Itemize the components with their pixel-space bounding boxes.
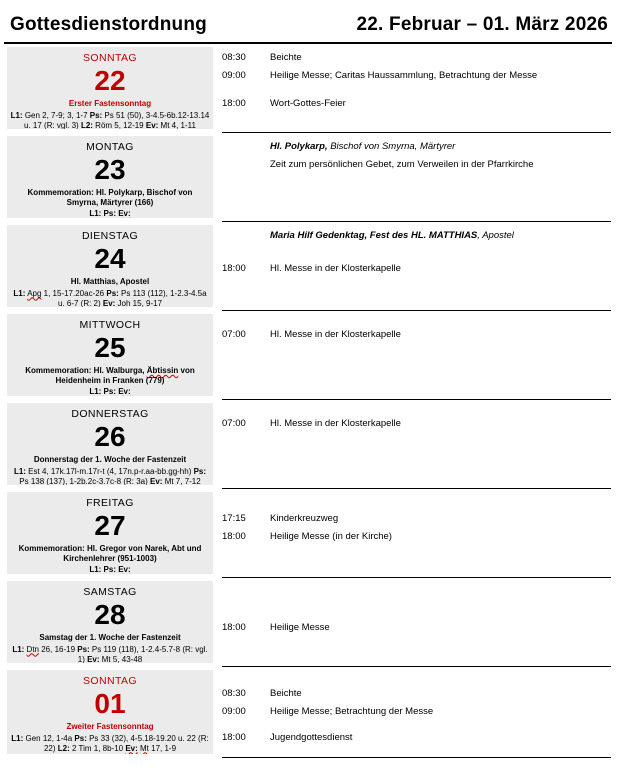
day-feast — [9, 544, 211, 563]
event-time: 09:00 — [222, 706, 246, 717]
text-token: Apg — [27, 288, 42, 298]
schedule-table — [0, 44, 618, 758]
text-token: Zweiter Fastensonntag — [66, 722, 154, 731]
event-text: Heilige Messe (in der Kirche) — [270, 531, 392, 542]
day-cell — [7, 136, 213, 218]
text-token: Ev: — [118, 387, 131, 396]
event-time: 18:00 — [222, 263, 246, 274]
day-number: 24 — [94, 243, 126, 274]
text-token: Hl. Polykarp, — [270, 141, 328, 152]
text-token: L1: — [10, 110, 23, 120]
event-row — [222, 703, 611, 721]
day-cell — [7, 314, 213, 396]
events-cell — [222, 133, 611, 222]
day-feast — [9, 366, 211, 385]
day-cell — [7, 581, 213, 663]
text-token: L1: — [11, 733, 24, 743]
event-row — [222, 67, 611, 85]
text-token: L1: — [13, 288, 26, 298]
feast-note — [270, 227, 611, 245]
text-token: Gen 2, 7-9; 3, 1-7 — [22, 110, 90, 120]
feast-note — [270, 138, 611, 156]
day-row — [0, 133, 618, 222]
day-number: 26 — [94, 421, 126, 452]
text-token: Mt — [160, 120, 170, 129]
day-cell — [7, 403, 213, 485]
event-text: Heilige Messe; Betrachtung der Messe — [270, 706, 434, 717]
event-time: 18:00 — [222, 531, 246, 542]
event-time: 18:00 — [222, 732, 246, 743]
text-token: 17, 1-9 — [148, 743, 177, 753]
day-number: 28 — [94, 599, 126, 630]
page-title: Gottesdienstordnung — [10, 14, 207, 35]
day-readings — [9, 645, 211, 664]
event-row — [222, 729, 611, 747]
text-token: von Heidenheim in Franken (779) — [55, 366, 195, 385]
text-token: Röm 5, 12-19 — [92, 120, 146, 129]
day-row — [0, 578, 618, 667]
text-token: Mt 5, 43-48 — [99, 654, 143, 663]
text-token: Dtn — [26, 644, 39, 654]
text-token: Ev: — [145, 120, 159, 129]
day-row — [0, 489, 618, 578]
text-token: Samstag der 1. Woche der Fastenzeit — [39, 633, 181, 642]
day-number: 25 — [94, 332, 126, 363]
day-name: DIENSTAG — [81, 230, 139, 242]
text-token: Kommemoration: Hl. Gregor von Narek, Abt und Kirchenlehrer (951-1003) — [18, 544, 202, 563]
text-token: Mt — [164, 476, 174, 485]
text-token: 1, 15-17.20ac-26 — [41, 288, 107, 298]
event-time: 08:30 — [222, 688, 246, 699]
text-token: Bischof von Smyrna, Märtyrer — [327, 141, 456, 152]
event-row — [222, 619, 611, 637]
day-row — [0, 222, 618, 311]
text-token: Zeit zum persönlichen Gebet, zum Verweilen in der Pfarrkirche — [270, 159, 534, 170]
event-text: Wort-Gottes-Feier — [270, 98, 346, 109]
day-feast — [9, 633, 211, 643]
event-text: Hl. Messe in der Klosterkapelle — [270, 263, 401, 274]
day-readings — [9, 467, 211, 486]
day-row — [0, 400, 618, 489]
text-token: Ev: — [102, 298, 116, 307]
text-token: Ev: — [118, 565, 131, 574]
day-cell — [7, 225, 213, 307]
day-feast — [9, 99, 211, 109]
text-token: Ps 33 (32), 4-5.18-19.20 u. 22 (R: 22) — [43, 733, 209, 753]
text-token: Ps: — [74, 733, 87, 743]
event-row — [222, 326, 611, 344]
spacer — [222, 245, 611, 260]
day-number: 01 — [94, 688, 126, 719]
text-token: Donnerstag der 1. Woche der Fastenzeit — [33, 455, 187, 464]
text-token: Ps: — [77, 644, 90, 654]
text-token: L1: Ps: — [89, 565, 119, 574]
day-cell — [7, 670, 213, 754]
text-token: Ev: — [125, 743, 138, 753]
text-token: Ps: — [193, 466, 207, 476]
day-readings — [9, 565, 211, 574]
text-token: Ps 119 (118), 1-2.4-5.7-8 (R: vgl. 1) — [77, 644, 208, 663]
day-name: MITTWOCH — [79, 319, 141, 331]
day-feast — [9, 455, 211, 465]
event-row — [222, 685, 611, 703]
event-text: Beichte — [270, 52, 302, 63]
event-text: Heilige Messe; Caritas Haussammlung, Betrachtung der Messe — [270, 70, 538, 81]
day-number: 22 — [94, 65, 126, 96]
events-cell — [222, 400, 611, 489]
event-row — [222, 49, 611, 67]
text-token: L1: Ps: — [89, 209, 119, 218]
text-token: L2: — [57, 743, 70, 753]
event-text: Jugendgottesdienst — [270, 732, 353, 743]
spacer — [222, 721, 611, 729]
text-token: Mt — [140, 743, 149, 753]
text-token: L1: — [13, 466, 26, 476]
text-token: Est 4, 17k.17l-m.17r-t (4, 17n.p-r.aa-bb.gg-hh) — [25, 466, 194, 476]
events-cell — [222, 667, 611, 758]
event-row — [222, 510, 611, 528]
text-token: Ev: — [150, 476, 163, 485]
day-readings — [9, 209, 211, 218]
day-cell — [7, 492, 213, 574]
day-name: FREITAG — [86, 497, 134, 509]
text-token: 4, 1-11 — [169, 120, 196, 129]
text-token: Ps: — [89, 110, 103, 120]
page-header — [4, 0, 612, 44]
day-number: 27 — [94, 510, 126, 541]
text-token: Kommemoration: Hl. Polykarp, Bischof von Smyrna, Märtyrer (166) — [27, 188, 193, 207]
event-text: Kinderkreuzweg — [270, 513, 339, 524]
events-cell — [222, 578, 611, 667]
text-token: L1: Ps: — [89, 387, 119, 396]
events-cell — [222, 222, 611, 311]
date-range: 22. Februar – 01. März 2026 — [356, 14, 608, 35]
day-row — [0, 44, 618, 133]
text-token: Ps 51 (50), 3-4.5-6b.12-13.14 u. 17 (R: vgl. 3) — [24, 110, 210, 129]
text-token: L1: — [12, 644, 25, 654]
text-token: Erster Fastensonntag — [68, 99, 152, 108]
day-feast — [9, 188, 211, 207]
day-name: MONTAG — [86, 141, 134, 153]
events-cell — [222, 44, 611, 133]
event-time: 17:15 — [222, 513, 246, 524]
day-name: SONNTAG — [83, 52, 137, 64]
day-name: DONNERSTAG — [71, 408, 149, 420]
text-token: Maria Hilf Gedenktag, Fest des HL. MATTHIAS — [270, 230, 478, 241]
event-time: 18:00 — [222, 622, 246, 633]
text-token: Kommemoration: Hl. Walburga, — [25, 366, 147, 375]
day-name: SONNTAG — [83, 675, 137, 687]
text-token: Ev: — [118, 209, 131, 218]
event-row — [222, 260, 611, 278]
text-token: Ev: — [87, 654, 100, 663]
day-readings — [9, 289, 211, 308]
day-readings — [9, 387, 211, 396]
event-text: Hl. Messe in der Klosterkapelle — [270, 418, 401, 429]
text-token: Äbtissin — [146, 366, 179, 375]
event-row — [222, 528, 611, 546]
text-token: Ps 138 (137), 1-2b.2c-3.7c-8 (R: 3a) — [19, 476, 150, 485]
events-cell — [222, 311, 611, 400]
event-row — [222, 95, 611, 113]
text-token: , Apostel — [477, 230, 514, 241]
text-token: Ps 113 (112), 1-2.3-4.5a u. 6-7 (R: 2) — [57, 288, 207, 307]
event-text: Beichte — [270, 688, 302, 699]
event-text: Hl. Messe in der Klosterkapelle — [270, 329, 401, 340]
event-text: Heilige Messe — [270, 622, 330, 633]
text-token: Hl. Matthias, Apostel — [70, 277, 150, 286]
day-row — [0, 311, 618, 400]
text-token: Gen 12, 1-4a — [23, 733, 75, 743]
text-token: Ps: — [106, 288, 119, 298]
text-token: 2 Tim 1, 8b-10 — [69, 743, 126, 753]
events-cell — [222, 489, 611, 578]
event-time: 18:00 — [222, 98, 246, 109]
event-time: 07:00 — [222, 329, 246, 340]
spacer — [222, 85, 611, 95]
day-readings — [9, 734, 211, 754]
day-cell — [7, 47, 213, 129]
text-token: 7, 7-12 — [173, 476, 201, 485]
text-token: Joh 15, 9-17 — [115, 298, 163, 307]
event-time: 07:00 — [222, 418, 246, 429]
text-token: L2: — [80, 120, 93, 129]
day-number: 23 — [94, 154, 126, 185]
event-time: 09:00 — [222, 70, 246, 81]
day-row — [0, 667, 618, 758]
day-feast — [9, 277, 211, 287]
event-time: 08:30 — [222, 52, 246, 63]
feast-note — [270, 156, 611, 174]
event-row — [222, 415, 611, 433]
text-token: 26, 16-19 — [39, 644, 78, 654]
day-name: SAMSTAG — [83, 586, 137, 598]
day-feast — [9, 722, 211, 732]
day-readings — [9, 111, 211, 130]
